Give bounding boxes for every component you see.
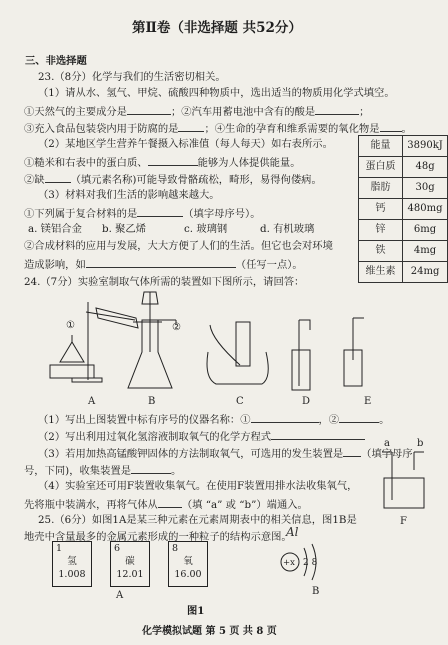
q24-q1: （1）写出上图装置中标有序号的仪器名称：① bbox=[38, 414, 251, 426]
apparatus-b bbox=[128, 292, 176, 388]
answer-blank[interactable] bbox=[343, 446, 361, 457]
nutrient-name: 能量 bbox=[359, 136, 403, 157]
apparatus-f-label: F bbox=[400, 516, 407, 527]
q23-stem: 23.（8分）化学与我们的生活密切相关。 bbox=[38, 71, 226, 83]
nutrient-name: 维生素 bbox=[359, 262, 403, 283]
atomic-mass: 1.008 bbox=[58, 569, 86, 580]
section-heading: 三、非选择题 bbox=[25, 55, 87, 67]
q24-q3c: 号，下同)，收集装置是 bbox=[24, 465, 131, 477]
q24-line-1 bbox=[38, 412, 389, 426]
element-card-oxygen bbox=[168, 541, 208, 587]
nutrient-name: 钙 bbox=[359, 199, 403, 220]
q23-b2b: （填元素名称)可能导致骨骼疏松，畸形，易得佝偻病。 bbox=[70, 174, 322, 186]
atomic-mass: 16.00 bbox=[174, 569, 202, 580]
nutrient-value: 48g bbox=[403, 157, 448, 178]
q23-part2: （2）某地区学生营养午餐摄入标准值（每人每天）如右表所示。 bbox=[38, 138, 333, 150]
label-e: E bbox=[364, 396, 372, 407]
label-c: C bbox=[236, 396, 244, 407]
q23-a1: ①天然气的主要成分是 bbox=[24, 106, 127, 118]
q24-q4b: 先将瓶中装满水，再将气体从 bbox=[24, 499, 158, 511]
q23-c2c: （任写一点）。 bbox=[235, 259, 303, 271]
label-a: A bbox=[88, 396, 96, 407]
option-a: a. 镁铝合金 bbox=[28, 223, 82, 235]
handwritten-symbol: Al bbox=[286, 525, 299, 539]
element-name: 氢 bbox=[67, 556, 77, 567]
q24-line-3 bbox=[38, 446, 413, 460]
nutrient-value: 4mg bbox=[403, 241, 448, 262]
nutrient-name: 脂肪 bbox=[359, 178, 403, 199]
atomic-mass: 12.01 bbox=[116, 569, 144, 580]
nutrient-name: 铁 bbox=[359, 241, 403, 262]
apparatus-d bbox=[292, 320, 310, 390]
nutrient-value: 3890kJ bbox=[403, 136, 448, 157]
apparatus-c bbox=[207, 322, 268, 384]
q23-c1b: （填字母序号）。 bbox=[183, 208, 261, 220]
q24-line-4: 号，下同)，收集装置是 。 bbox=[24, 465, 182, 477]
answer-blank[interactable] bbox=[339, 412, 379, 423]
q24-q1b: ，② bbox=[318, 414, 340, 426]
q24-q2: （2）写出利用过氧化氢溶液制取氧气的化学方程式 bbox=[38, 431, 272, 443]
q23-b2: ②缺 bbox=[24, 174, 45, 186]
element-card-hydrogen bbox=[52, 541, 92, 587]
nutrient-value: 30g bbox=[403, 178, 448, 199]
nutrient-value: 480mg bbox=[403, 199, 448, 220]
figure-caption: 图1 bbox=[187, 605, 205, 617]
q23-b1: ①糙米和右表中的蛋白质、 bbox=[24, 157, 148, 169]
element-name: 氧 bbox=[183, 556, 193, 567]
label-d: D bbox=[302, 396, 311, 407]
apparatus-a bbox=[50, 302, 162, 382]
q23-part1: （1）请从水、氢气、甲烷、硫酸四种物质中，选出适当的物质用化学式填空。 bbox=[38, 87, 395, 99]
port-b-label: b bbox=[417, 438, 424, 449]
nutrient-value: 6mg bbox=[403, 220, 448, 241]
q23-c1: ①下列属于复合材料的是 bbox=[24, 208, 138, 220]
q24-q3: （3）若用加热高锰酸钾固体的方法制取氧气，可选用的发生装置是 bbox=[38, 448, 344, 460]
q23-c2: ②合成材料的应用与发展，大大方便了人们的生活。但它也会对环境 bbox=[24, 240, 333, 252]
label-b: B bbox=[148, 396, 156, 407]
q23-b1b: 能够为人体提供能量。 bbox=[197, 157, 301, 169]
q24-q3b: （填字母序 bbox=[361, 448, 413, 460]
port-a-label: a bbox=[384, 438, 390, 449]
atomic-number: 1 bbox=[56, 543, 63, 554]
option-b: b. 聚乙烯 bbox=[102, 223, 147, 235]
page-title: 第Ⅱ卷（非选择题 共52分） bbox=[132, 20, 302, 36]
q24-line-5 bbox=[24, 497, 308, 511]
option-c: c. 玻璃钢 bbox=[184, 223, 228, 235]
q23-line-a: ①天然气的主要成分是 ；②汽车用蓄电池中含有的酸是 ； bbox=[24, 106, 370, 118]
nutrient-name: 蛋白质 bbox=[359, 157, 403, 178]
nucleus-charge: +x bbox=[283, 558, 295, 568]
mark-1: ① bbox=[66, 320, 75, 331]
q23-part3: （3）材料对我们生活的影响越来越大。 bbox=[38, 189, 220, 201]
answer-blank[interactable] bbox=[271, 429, 365, 440]
element-name: 碳 bbox=[125, 556, 135, 567]
page-footer: 化学模拟试题 第 5 页 共 8 页 bbox=[142, 626, 277, 637]
apparatus-f bbox=[382, 452, 424, 508]
answer-blank[interactable] bbox=[158, 497, 182, 508]
electron-shells: 2 8 bbox=[303, 558, 318, 568]
answer-blank[interactable] bbox=[131, 463, 171, 474]
q23-a2: ；②汽车用蓄电池中含有的酸是 bbox=[170, 106, 316, 118]
q24-line-2 bbox=[38, 429, 365, 443]
mark-2: ② bbox=[172, 322, 181, 333]
atomic-number: 8 bbox=[172, 543, 179, 554]
element-card-carbon bbox=[110, 541, 150, 587]
q25-stem-1: 25.（6分）如图1A是某三种元素在元素周期表中的相关信息，图1B是 bbox=[38, 514, 357, 526]
nutrient-value: 24mg bbox=[403, 262, 448, 283]
q24-q4: （4）实验室还可用F装置收集氧气。在使用F装置用排水法收集氧气， bbox=[38, 480, 358, 492]
atomic-number: 6 bbox=[114, 543, 121, 554]
option-d: d. 有机玻璃 bbox=[260, 223, 315, 235]
q23-a4: ；④生命的孕育和维系需要的氧化物是 bbox=[204, 123, 380, 135]
q23-line-b: ③充入食品包装袋内用于防腐的是 ；④生命的孕育和维系需要的氧化物是 。 bbox=[24, 123, 412, 135]
q24-q4c: （填 “a” 或 “b”）端通入。 bbox=[181, 499, 308, 511]
q24-stem: 24.（7分）实验室制取气体所需的装置如下图所示，请回答： bbox=[24, 276, 305, 288]
figure-b-label: B bbox=[312, 586, 320, 597]
answer-blank[interactable] bbox=[251, 412, 319, 423]
q23-c2b: 造成影响，如 bbox=[24, 259, 86, 271]
q25-stem-2: 地壳中含量最多的金属元素形成的一种粒子的结构示意图。 bbox=[24, 531, 292, 543]
q23-a3: ③充入食品包装袋内用于防腐的是 bbox=[24, 123, 179, 135]
q24-q1c: 。 bbox=[379, 414, 390, 426]
figure-a-label: A bbox=[116, 590, 124, 601]
nutrient-name: 锌 bbox=[359, 220, 403, 241]
apparatus-e bbox=[344, 318, 364, 386]
